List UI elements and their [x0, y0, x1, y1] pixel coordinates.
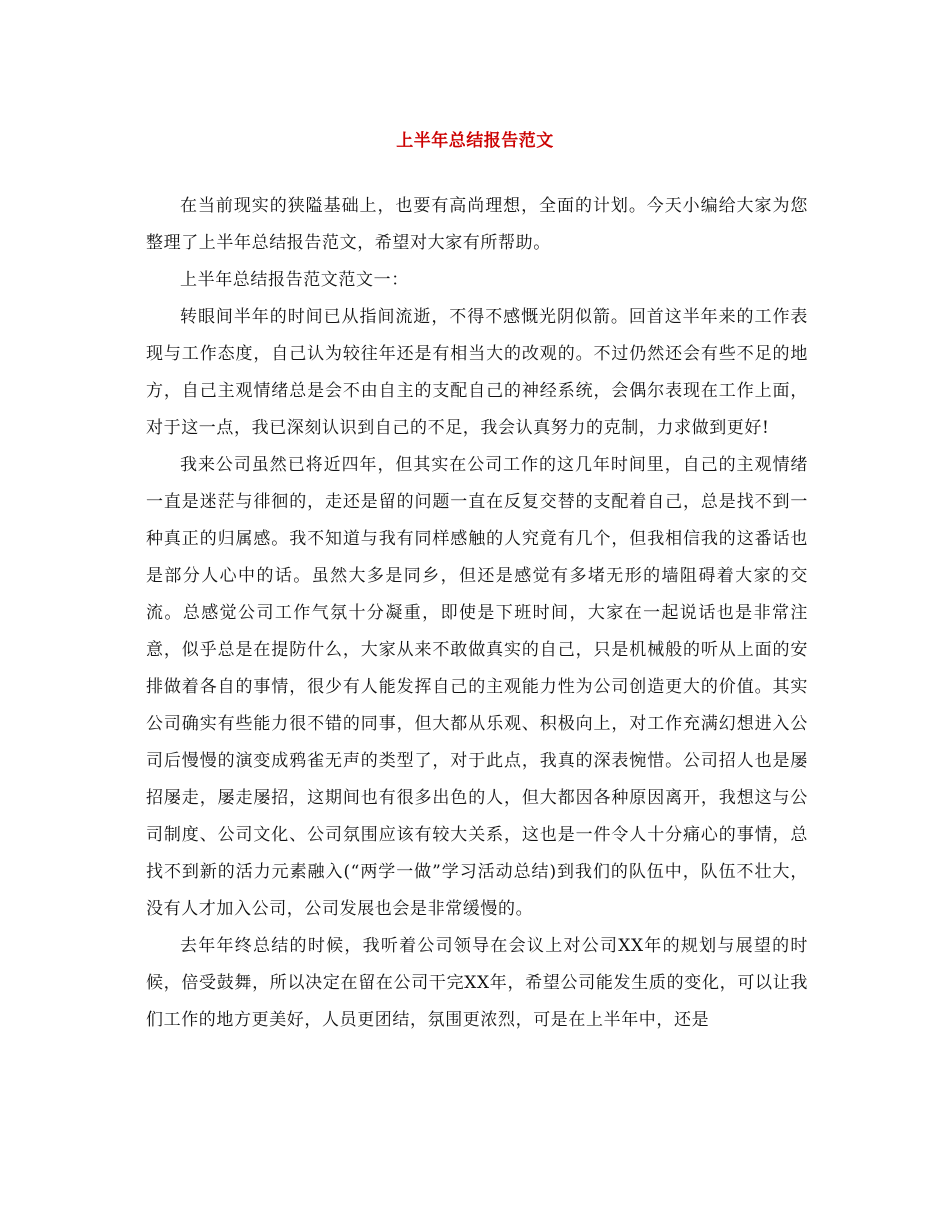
- paragraph-section-heading: 上半年总结报告范文范文一：: [180, 270, 409, 290]
- paragraph-reflection: 转眼间半年的时间已从指间流逝，不得不感慨光阴似箭。回首这半年来的工作表现与工作态度，自己认为较往年还是有相当大的改观的。不过仍然还会有些不足的地方，自己主观情绪总是会不由自主的支配自己的神经系统，会偶尔表现在工作上面，对于这一点，我已深刻认识到自己的不足，我会认真努力的克制，力求做到更好!: [146, 307, 808, 438]
- paragraph-intro: 在当前现实的狭隘基础上，也要有高尚理想，全面的计划。今天小编给大家为您整理了上半年总结报告范文，希望对大家有所帮助。: [146, 196, 808, 253]
- document-title: 上半年总结报告范文: [396, 131, 554, 151]
- paragraph-company-experience: 我来公司虽然已将近四年，但其实在公司工作的这几年时间里，自己的主观情绪一直是迷茫与徘徊的，走还是留的问题一直在反复交替的支配着自己，总是找不到一种真正的归属感。我不知道与我有同样感触的人究竟有几个，但我相信我的这番话也是部分人心中的话。虽然大多是同乡，但还是感觉有多堵无形的墙阻碍着大家的交流。总感觉公司工作气氛十分凝重，即使是下班时间，大家在一起说话也是非常注意，似乎总是在提防什么，大家从来不敢做真实的自己，只是机械般的听从上面的安排做着各自的事情，很少有人能发挥自己的主观能力性为公司创造更大的价值。其实公司确实有些能力很不错的同事，但大都从乐观、积极向上，对工作充满幻想进入公司后慢慢的演变成鸦雀无声的类型了，对于此点，我真的深表惋惜。公司招人也是屡招屡走，屡走屡招，这期间也有很多出色的人，但大都因各种原因离开，我想这与公司制度、公司文化、公司氛围应该有较大关系，这也是一件令人十分痛心的事情，总找不到新的活力元素融入(“两学一做”学习活动总结)到我们的队伍中，队伍不壮大，没有人才加入公司，公司发展也会是非常缓慢的。: [146, 455, 808, 919]
- paragraph-year-end-review: 去年年终总结的时候，我听着公司领导在会议上对公司XX年的规划与展望的时候，倍受鼓舞，所以决定在留在公司干完XX年，希望公司能发生质的变化，可以让我们工作的地方更美好，人员更团结，氛围更浓烈，可是在上半年中，还是: [146, 936, 808, 1030]
- document-body: [146, 188, 808, 1039]
